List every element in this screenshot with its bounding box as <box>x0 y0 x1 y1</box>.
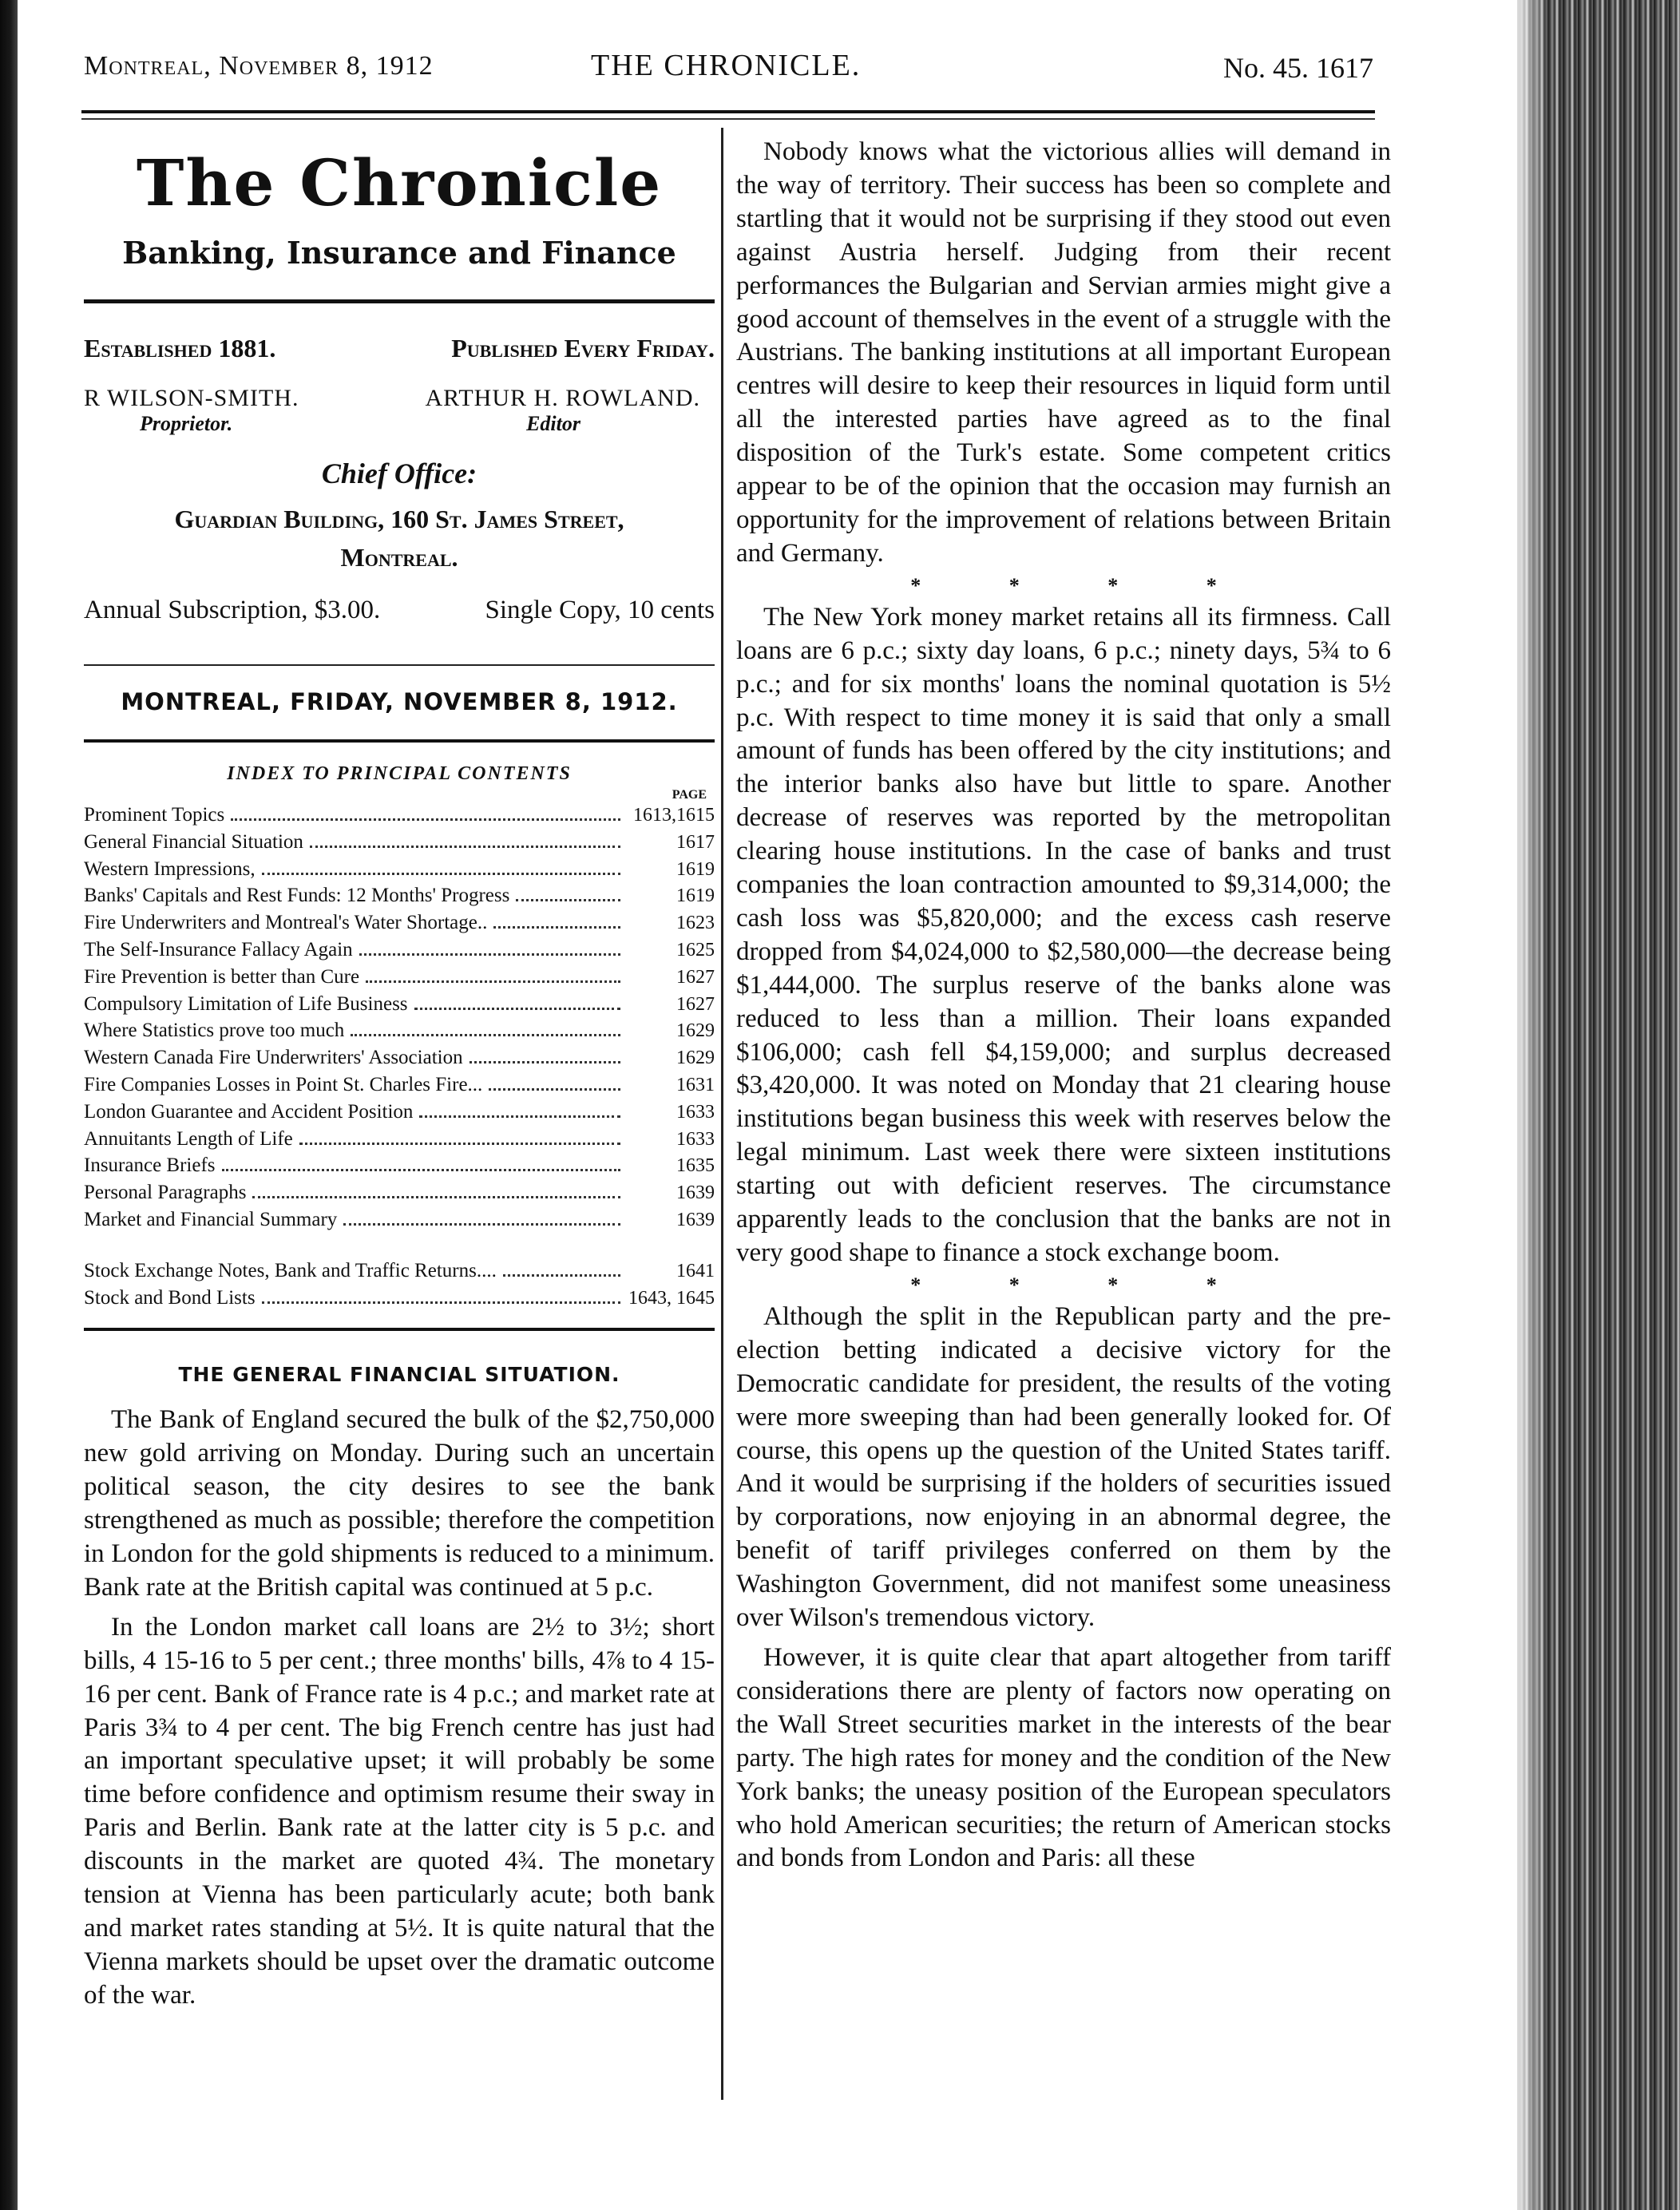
index-entry-page: 1629 <box>676 1048 715 1069</box>
index-entry <box>84 1209 715 1236</box>
index-entry-title: Fire Prevention is better than Cure <box>84 965 360 988</box>
index-leader-dots <box>262 1301 620 1304</box>
index-leader-dots <box>359 953 620 956</box>
index-entry <box>84 1020 715 1047</box>
article-left-body <box>84 1404 715 2012</box>
index-leader-dots <box>366 980 620 983</box>
rule <box>84 664 715 666</box>
index-entry-page: 1617 <box>676 831 715 853</box>
chief-office-label: Chief Office: <box>321 457 477 489</box>
index-entry-page: 1623 <box>676 913 715 934</box>
index-entry-title: London Guarantee and Accident Position <box>84 1100 414 1123</box>
index-entry-page: 1633 <box>676 1128 715 1150</box>
proprietor-role: Proprietor. <box>140 412 233 435</box>
index-leader-dots <box>231 818 620 821</box>
index-entry-title: General Financial Situation <box>84 830 303 853</box>
office-address <box>84 500 715 576</box>
running-head-date: Montreal, November 8, 1912 <box>84 51 434 81</box>
index-entry-page: 1625 <box>676 939 715 960</box>
index-entry-title: Prominent Topics <box>84 804 225 826</box>
index-entry-page: 1627 <box>676 966 715 988</box>
index-entry <box>84 1074 715 1101</box>
index-leader-dots <box>343 1223 620 1226</box>
index-gap <box>84 1236 715 1258</box>
running-head-title: THE CHRONICLE. <box>591 49 862 82</box>
office-address-line-2: Montreal. <box>340 543 458 572</box>
index-entry-title: Fire Companies Losses in Point St. Charles Fire... <box>84 1073 483 1095</box>
article-paragraph: The New York money market retains all its firmness. Call loans are 6 p.c.; sixty day loans, 6 p.c.; ninety days, 5¾ to 6 p.c.; and for six months' loans the nominal quotation is 5½ p.c. With respect to time money it is said that only a small amount of funds has been offered by the city institutions; and the interior banks also have but little to spare. Another decrease of reserves was reported by the metropolitan clearing house institutions. In the case of banks and trust companies the loan contraction amounted to $9,314,000; the cash loss was $5,820,000; and the excess cash reserve dropped from $4,024,000 to $2,580,000—the decrease being $1,444,000. The surplus reserve of the banks alone was reduced to less than a million. Their loans expanded $106,000; cash fell $4,159,000; and surplus decreased $3,420,000. It was noted on Monday that 21 clearing house institutions began business this week with reserves below the legal minimum. Last week there were sixteen institutions starting out with deficient reserves. The circumstance apparently leads to the conclusion that the banks are not in very good shape to finance a stock exchange boom. <box>736 602 1391 1267</box>
index-entry <box>84 858 715 885</box>
dateline: MONTREAL, FRIDAY, NOVEMBER 8, 1912. <box>121 688 678 715</box>
masthead-rule <box>84 299 715 303</box>
publication-frequency: Published Every Friday. <box>451 334 715 362</box>
index-entry-page: 1613,1615 <box>633 805 715 826</box>
index-entry <box>84 1101 715 1128</box>
index-entry-page: 1633 <box>676 1101 715 1123</box>
index-entry-title: Stock Exchange Notes, Bank and Traffic Returns.... <box>84 1259 497 1281</box>
index-leader-dots <box>489 1088 620 1091</box>
rule <box>84 1328 715 1331</box>
index-entry <box>84 966 715 993</box>
index-entry-title: Compulsory Limitation of Life Business <box>84 992 408 1015</box>
index-entry <box>84 939 715 966</box>
index-entry-page: 1635 <box>676 1155 715 1177</box>
section-separator: * * * * <box>910 573 1258 597</box>
index-entry <box>84 831 715 858</box>
index-list-tail <box>84 1260 715 1314</box>
index-entry <box>84 885 715 912</box>
rule <box>84 739 715 743</box>
index-entry <box>84 1182 715 1209</box>
article-paragraph: In the London market call loans are 2½ to 3½; short bills, 4 15-16 to 5 per cent.; three months' bills, 4⅞ to 4 15-16 per cent. Bank of France rate is 4 p.c.; and market rate at Paris 3¾ to 4 per cent. The big French centre has just had an important speculative upset; it will probably be some time before confidence and optimism resume their sway in Paris and Berlin. Bank rate at the latter city is 5 p.c. and discounts in the market are quoted 4¾. The monetary tension at Vienna has been particularly acute; both bank and market rates standing at 5½. It is quite natural that the Vienna markets should be upset over the dramatic outcome of the war. <box>84 1612 715 2010</box>
page-left-edge <box>0 0 18 2210</box>
index-entry-title: Stock and Bond Lists <box>84 1286 256 1309</box>
masthead-title: The Chronicle <box>136 145 663 220</box>
proprietor <box>84 385 299 436</box>
column-divider <box>721 128 723 2100</box>
editor-name: ARTHUR H. ROWLAND. <box>425 385 700 411</box>
index-entry <box>84 1155 715 1182</box>
index-leader-dots <box>470 1061 620 1063</box>
index-leader-dots <box>222 1169 620 1171</box>
index-entry-title: Western Impressions, <box>84 857 256 880</box>
staff-info <box>84 385 715 446</box>
annual-subscription: Annual Subscription, $3.00. <box>84 596 381 624</box>
index-entry-title: The Self-Insurance Fallacy Again <box>84 938 353 960</box>
index-title: INDEX TO PRINCIPAL CONTENTS <box>227 763 572 784</box>
index-leader-dots <box>493 926 620 929</box>
office-address-line-1: Guardian Building, 160 St. James Street, <box>174 505 624 533</box>
index-entry <box>84 1260 715 1287</box>
index-entry-title: Fire Underwriters and Montreal's Water Shortage.. <box>84 912 488 934</box>
binding-shadow <box>1517 0 1549 2210</box>
editor-role: Editor <box>526 412 580 435</box>
masthead-subtitle: Banking, Insurance and Finance <box>122 235 676 271</box>
index-entry <box>84 993 715 1020</box>
index-entry-page: 1631 <box>676 1074 715 1095</box>
index-leader-dots <box>516 899 620 901</box>
index-entry-title: Insurance Briefs <box>84 1155 216 1177</box>
index-list <box>84 804 715 1236</box>
index-entry-title: Personal Paragraphs <box>84 1182 247 1204</box>
index-entry <box>84 912 715 939</box>
publication-info <box>84 334 715 375</box>
proprietor-name: R WILSON-SMITH. <box>84 385 299 411</box>
right-column <box>736 136 1391 1875</box>
running-head <box>84 46 1373 88</box>
index-entry-page: 1641 <box>676 1260 715 1281</box>
subscription-info <box>84 596 715 636</box>
index-entry <box>84 1287 715 1314</box>
article-paragraph: Nobody knows what the victorious allies will demand in the way of territory. Their success has been so complete and startling that it would not be surprising if they stood out even against Austria herself. Judging from their recent performances the Bulgarian and Servian armies might give a good account of themselves in the event of a struggle with the Austrians. The banking institutions at all important European centres will desire to keep their resources in liquid form until all the interested parties have agreed as to the final disposition of the Turk's estate. Some competent critics appear to be of the opinion that the occasion may furnish an opportunity for the improvement of relations between Britain and Germany. <box>736 137 1391 568</box>
index-leader-dots <box>252 1196 620 1198</box>
index-entry-page: 1629 <box>676 1020 715 1042</box>
header-rule <box>81 110 1375 113</box>
article-paragraph: However, it is quite clear that apart altogether from tariff considerations there are plenty of factors now operating on the Wall Street securities market in the interests of the bear party. The high rates for money and the condition of the New York banks; the uneasy position of the European speculators who hold American securities; the return of American stocks and bonds from London and Paris: all these <box>736 1642 1391 1873</box>
index-page-header: PAGE <box>672 788 707 802</box>
index-entry <box>84 1047 715 1074</box>
index-entry-title: Western Canada Fire Underwriters' Association <box>84 1047 463 1069</box>
index-leader-dots <box>310 846 620 848</box>
index-entry-title: Where Statistics prove too much <box>84 1020 345 1042</box>
article-paragraph: Although the split in the Republican party and the pre-election betting indicated a decisive victory for the Democratic candidate for president, the results of the voting were more sweeping than had been generally looked for. Of course, this opens up the question of the United States tariff. And it would be surprising if the holders of securities issued by corporations, now enjoying in an abnormal degree, the benefit of tariff privileges conferred on them by the Washington Government, did not manifest some uneasiness over Wilson's tremendous victory. <box>736 1301 1391 1633</box>
masthead <box>84 145 715 271</box>
index-leader-dots <box>299 1143 620 1145</box>
index-leader-dots <box>419 1115 620 1118</box>
article-title: THE GENERAL FINANCIAL SITUATION. <box>178 1363 620 1387</box>
index-leader-dots <box>351 1034 620 1036</box>
index-entry-page: 1643, 1645 <box>628 1287 715 1309</box>
article-paragraph: The Bank of England secured the bulk of the $2,750,000 new gold arriving on Monday. During such an uncertain political season, the city desires to see the bank strengthened as much as possible; therefore the competition in London for the gold shipments is reduced to a minimum. Bank rate at the British capital was continued at 5 p.c. <box>84 1405 715 1602</box>
index-leader-dots <box>262 873 620 875</box>
index-entry-title: Market and Financial Summary <box>84 1208 338 1230</box>
article-right-body <box>736 136 1391 1875</box>
editor <box>425 385 700 436</box>
single-copy-price: Single Copy, 10 cents <box>485 596 715 624</box>
running-head-number: No. 45. 1617 <box>1223 52 1373 84</box>
index-entry-title: Annuitants Length of Life <box>84 1127 293 1150</box>
header-rule-thin <box>81 118 1375 120</box>
index-entry <box>84 1128 715 1155</box>
index-entry-title: Banks' Capitals and Rest Funds: 12 Months' Progress <box>84 885 510 907</box>
index-entry-page: 1619 <box>676 858 715 880</box>
established-year: Established 1881. <box>84 334 276 362</box>
index-leader-dots <box>503 1274 620 1277</box>
index-leader-dots <box>414 1008 620 1010</box>
index-entry-page: 1639 <box>676 1209 715 1230</box>
index-entry-page: 1619 <box>676 885 715 907</box>
section-separator: * * * * <box>910 1273 1258 1297</box>
index-entry-page: 1627 <box>676 993 715 1015</box>
left-column <box>84 136 715 2013</box>
index-entry-page: 1639 <box>676 1182 715 1204</box>
index-entry <box>84 804 715 831</box>
